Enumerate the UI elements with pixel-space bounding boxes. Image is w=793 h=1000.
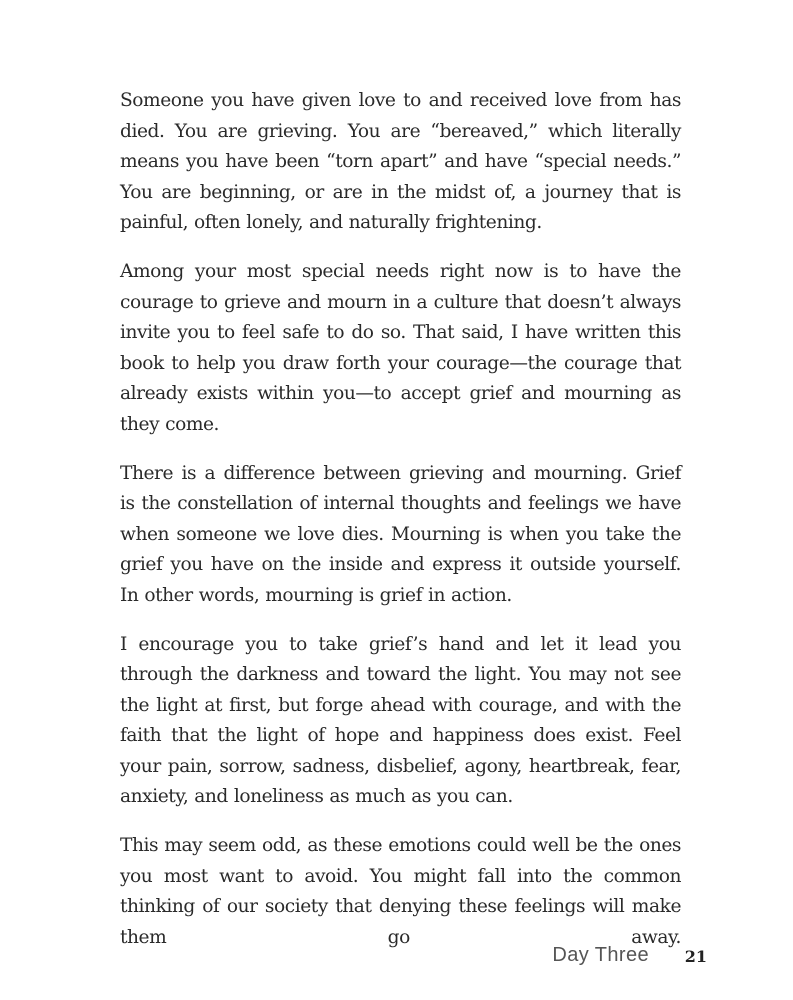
paragraph-3: There is a difference between grieving and mourning. Grief is the constellation of internal thoughts and feelings we have when someone we love dies. Mourning is when you take the grief you have on the inside and express it outside yourself. In other words, mourning is grief in action. — [120, 462, 681, 606]
page-footer — [0, 944, 793, 974]
paragraph-2: Among your most special needs right now is to have the courage to grieve and mourn in a culture that doesn’t always invite you to feel safe to do so. That said, I have written this book to help you draw forth your courage—the courage that already exists within you—to accept grief and mourning as they come. — [120, 260, 681, 435]
running-head: Day Three — [552, 944, 649, 966]
page-number: 21 — [684, 947, 707, 966]
paragraph-5: This may seem odd, as these emotions could well be the ones you most want to avoid. You might fall into the common thinking of our society that denying these feelings will make them go away. — [120, 835, 681, 948]
body-text — [120, 86, 681, 971]
paragraph-1: Someone you have given love to and received love from has died. You are grieving. You are “bereaved,” which literally means you have been “torn apart” and have “special needs.” You are beginning, or are in the midst of, a journey that is painful, often lonely, and naturally frightening. — [120, 90, 681, 234]
paragraph-4: I encourage you to take grief’s hand and let it lead you through the darkness and toward the light. You may not see the light at first, but forge ahead with courage, and with the faith that the light of hope and happiness does exist. Feel your pain, sorrow, sadness, disbelief, agony, heartbreak, fear, anxiety, and loneliness as much as you can. — [120, 633, 681, 808]
